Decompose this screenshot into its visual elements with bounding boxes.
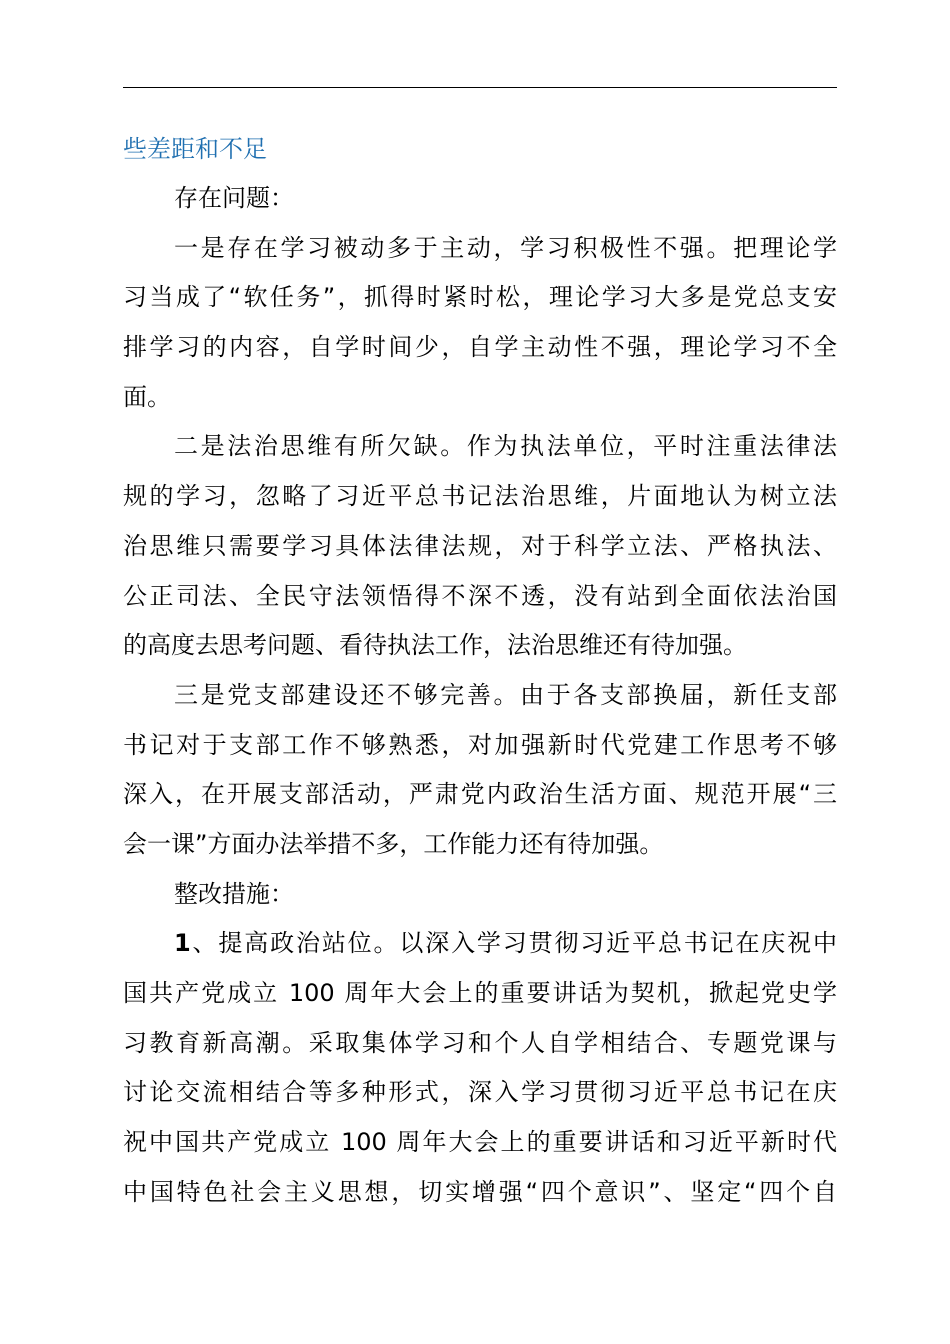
document-body	[123, 125, 837, 1217]
text-line: 治思维只需要学习具体法律法规，对于科学立法、严格执法、	[123, 531, 837, 560]
text-line: 二是法治思维有所欠缺。作为执法单位，平时注重法律法	[174, 432, 837, 461]
text-line: 排学习的内容，自学时间少，自学主动性不强，理论学习不全	[123, 333, 837, 362]
paragraph-problem-2	[123, 422, 837, 670]
text-line: 习当成了“软任务”，抓得时紧时松，理论学习大多是党总支安	[123, 283, 837, 312]
text-line: 国共产党成立 100 周年大会上的重要讲话为契机，掀起党史学	[123, 979, 837, 1007]
paragraph-problem-3	[123, 671, 837, 870]
text-line: 面。	[123, 382, 171, 411]
text-line: 会一课”方面办法举措不多，工作能力还有待加强。	[123, 829, 664, 858]
section-heading: 些差距和不足	[123, 135, 267, 163]
paragraph-measure-1	[123, 919, 837, 1217]
text-line: 三是党支部建设还不够完善。由于各支部换届，新任支部	[174, 680, 837, 709]
text-line: 讨论交流相结合等多种形式，深入学习贯彻习近平总书记在庆	[123, 1078, 837, 1107]
item-number: 1	[174, 929, 191, 958]
problems-title: 存在问题：	[174, 184, 294, 212]
header-rule	[123, 87, 837, 88]
text-line: 的高度去思考问题、看待执法工作，法治思维还有待加强。	[123, 631, 747, 660]
paragraph-problem-1	[123, 224, 837, 423]
text-line: 习教育新高潮。采取集体学习和个人自学相结合、专题党课与	[123, 1028, 837, 1057]
text-line: 一是存在学习被动多于主动，学习积极性不强。把理论学	[174, 233, 837, 262]
text-line: 公正司法、全民守法领悟得不深不透，没有站到全面依法治国	[123, 581, 837, 610]
text-line	[123, 919, 837, 969]
text-line: 书记对于支部工作不够熟悉，对加强新时代党建工作思考不够	[123, 730, 837, 759]
text-line: 祝中国共产党成立 100 周年大会上的重要讲话和习近平新时代	[123, 1128, 837, 1157]
text-line: 深入，在开展支部活动，严肃党内政治生活方面、规范开展“三	[123, 780, 837, 809]
text-line: 中国特色社会主义思想，切实增强“四个意识”、坚定“四个自	[123, 1177, 837, 1206]
measures-title: 整改措施：	[174, 879, 294, 908]
text-line: 规的学习，忽略了习近平总书记法治思维，片面地认为树立法	[123, 482, 837, 511]
item-text: 、提高政治站位。以深入学习贯彻习近平总书记在庆祝中	[190, 929, 837, 958]
